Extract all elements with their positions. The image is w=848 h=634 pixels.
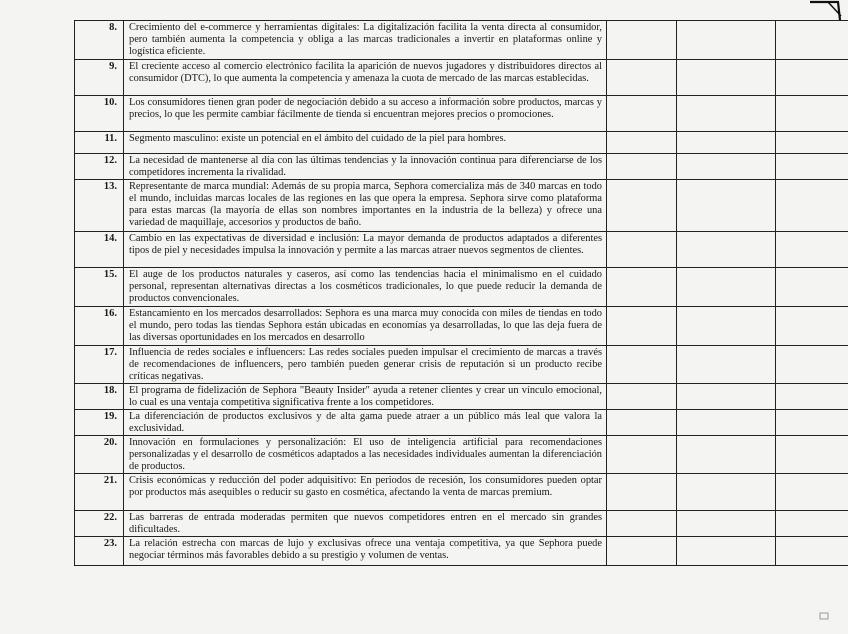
table-row [75,268,848,307]
table-row [75,154,848,180]
empty-cell [607,132,677,154]
table-row [75,410,848,436]
item-number: 15. [75,268,124,307]
empty-cell [677,232,776,268]
empty-cell [677,180,776,232]
empty-cell [776,96,848,132]
empty-cell [776,232,848,268]
item-number: 10. [75,96,124,132]
item-text: La diferenciación de productos exclusivos y de alta gama puede atraer a un público más leal que valora la exclusividad. [124,410,607,436]
item-text: El creciente acceso al comercio electrónico facilita la aparición de nuevos jugadores y distribuidores directos al consumidor (DTC), lo que aumenta la competencia y amenaza la cuota de mercado de las marcas establecidas. [124,60,607,96]
table-row [75,180,848,232]
empty-cell [677,307,776,346]
table-row [75,232,848,268]
item-text: Las barreras de entrada moderadas permiten que nuevos competidores entren en el mercado sin grandes dificultades. [124,511,607,537]
scanner-watermark-icon [804,612,844,628]
empty-cell [776,154,848,180]
item-number: 9. [75,60,124,96]
empty-cell [677,474,776,511]
item-number: 19. [75,410,124,436]
empty-cell [776,384,848,410]
table-row [75,60,848,96]
empty-cell [776,307,848,346]
empty-cell [607,307,677,346]
empty-cell [677,436,776,474]
empty-cell [776,132,848,154]
item-number: 11. [75,132,124,154]
empty-cell [776,60,848,96]
empty-cell [677,21,776,60]
item-text: Influencia de redes sociales e influencers: Las redes sociales pueden impulsar el crecimiento de marcas a través de recomendaciones de influencers, pero también pueden generar crisis de reputación si un producto recibe críticas negativas. [124,346,607,384]
item-number: 13. [75,180,124,232]
item-number: 17. [75,346,124,384]
item-number: 21. [75,474,124,511]
corner-mark-icon [808,0,842,22]
table-row [75,511,848,537]
empty-cell [677,60,776,96]
empty-cell [607,21,677,60]
item-text: Cambio en las expectativas de diversidad e inclusión: La mayor demanda de productos adaptados a diferentes tipos de piel y necesidades impulsa la innovación y permite a las marcas atraer nuevos segmentos de clientes. [124,232,607,268]
item-number: 12. [75,154,124,180]
item-text: La relación estrecha con marcas de lujo y exclusivas ofrece una ventaja competitiva, ya que Sephora puede negociar términos más favorables debido a su prestigio y volumen de ventas. [124,537,607,566]
table-row [75,346,848,384]
table-row [75,21,848,60]
empty-cell [607,436,677,474]
empty-cell [776,474,848,511]
table-row [75,436,848,474]
empty-cell [607,384,677,410]
table-row [75,96,848,132]
empty-cell [776,537,848,566]
empty-cell [677,410,776,436]
empty-cell [607,410,677,436]
empty-cell [607,232,677,268]
table-row [75,474,848,511]
empty-cell [677,346,776,384]
item-number: 16. [75,307,124,346]
item-text: Innovación en formulaciones y personalización: El uso de inteligencia artificial para recomendaciones personalizadas y el desarrollo de cosméticos adaptados a las necesidades individuales aumentan la diferenciación de productos. [124,436,607,474]
item-text: Crisis económicas y reducción del poder adquisitivo: En periodos de recesión, los consumidores pueden optar por productos más asequibles o reducir su gasto en cosmética, afectando la venta de marcas premium. [124,474,607,511]
factors-table [74,20,848,566]
empty-cell [607,537,677,566]
empty-cell [607,268,677,307]
empty-cell [776,180,848,232]
table-body [75,21,848,566]
empty-cell [607,346,677,384]
table-row [75,132,848,154]
item-number: 14. [75,232,124,268]
item-text: El auge de los productos naturales y caseros, así como las tendencias hacia el minimalismo en el cuidado personal, representan alternativas directas a los cosméticos tradicionales, lo que puede reducir la demanda de productos convencionales. [124,268,607,307]
table-row [75,537,848,566]
empty-cell [607,96,677,132]
item-text: Representante de marca mundial: Además de su propia marca, Sephora comercializa más de 340 marcas en todo el mundo, incluidas marcas locales de las regiones en las que opera la empresa. Sephora sirve como plataforma para estas marcas (la mayoría de ellas son nombres importantes en la industria de la belleza) y ofrece una variedad de maquillaje, accesorios y productos de baño. [124,180,607,232]
item-text: Estancamiento en los mercados desarrollados: Sephora es una marca muy conocida con miles de tiendas en todo el mundo, pero todas las tiendas Sephora están ubicadas en economías ya desarrolladas, lo que las deja fuera de las diversas oportunidades en los mercados en desarrollo [124,307,607,346]
empty-cell [776,436,848,474]
empty-cell [776,21,848,60]
item-text: El programa de fidelización de Sephora "Beauty Insider" ayuda a retener clientes y crear un vínculo emocional, lo cual es una ventaja competitiva significativa frente a los competidores. [124,384,607,410]
empty-cell [677,96,776,132]
empty-cell [607,60,677,96]
item-number: 22. [75,511,124,537]
empty-cell [677,537,776,566]
empty-cell [776,268,848,307]
empty-cell [677,132,776,154]
item-text: Crecimiento del e-commerce y herramientas digitales: La digitalización facilita la venta directa al consumidor, pero también aumenta la competencia y obliga a las marcas tradicionales a invertir en plataformas online y logística eficiente. [124,21,607,60]
table-row [75,384,848,410]
empty-cell [677,384,776,410]
item-text: La necesidad de mantenerse al día con las últimas tendencias y la innovación continua para diferenciarse de los competidores incrementa la rivalidad. [124,154,607,180]
empty-cell [607,154,677,180]
empty-cell [776,410,848,436]
empty-cell [607,474,677,511]
empty-cell [677,154,776,180]
item-number: 8. [75,21,124,60]
item-number: 18. [75,384,124,410]
empty-cell [677,268,776,307]
item-text: Los consumidores tienen gran poder de negociación debido a su acceso a información sobre productos, marcas y precios, lo que les permite cambiar fácilmente de tienda si encuentran mejores precios o promociones. [124,96,607,132]
item-number: 20. [75,436,124,474]
empty-cell [677,511,776,537]
item-text: Segmento masculino: existe un potencial en el ámbito del cuidado de la piel para hombres. [124,132,607,154]
empty-cell [776,346,848,384]
empty-cell [607,511,677,537]
empty-cell [607,180,677,232]
item-number: 23. [75,537,124,566]
table-row [75,307,848,346]
empty-cell [776,511,848,537]
